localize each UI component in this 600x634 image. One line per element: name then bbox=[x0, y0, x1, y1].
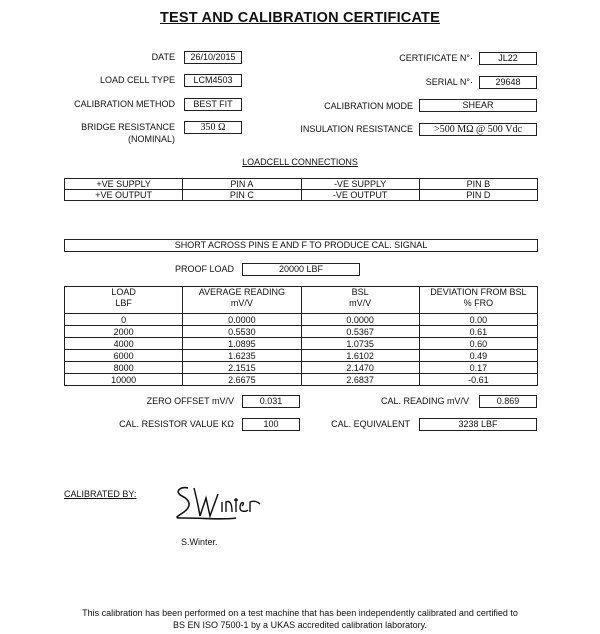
load-cell-type-label: LOAD CELL TYPE bbox=[99, 75, 175, 85]
short-note: SHORT ACROSS PINS E AND F TO PRODUCE CAL. SIGNAL bbox=[64, 239, 538, 252]
table-cell: 2.6837 bbox=[301, 374, 419, 386]
zero-offset-label: ZERO OFFSET mV/V bbox=[146, 396, 234, 406]
proof-load-value: 20000 LBF bbox=[242, 263, 360, 276]
table-row bbox=[65, 326, 538, 338]
header-line: AVERAGE READING bbox=[198, 287, 286, 297]
table-cell: 0.17 bbox=[419, 362, 537, 374]
table-cell: 10000 bbox=[65, 374, 183, 386]
connections-table bbox=[64, 178, 538, 201]
column-header-bsl bbox=[301, 287, 419, 314]
load-cell-type-value: LCM4503 bbox=[184, 74, 242, 87]
calibration-method-value: BEST FIT bbox=[184, 98, 242, 111]
connection-cell: PIN C bbox=[183, 190, 301, 201]
column-header-deviation bbox=[419, 287, 537, 314]
calibration-mode-value: SHEAR bbox=[419, 99, 537, 112]
table-cell: 0.61 bbox=[419, 326, 537, 338]
table-cell: 0.00 bbox=[419, 314, 537, 326]
signature-graphic bbox=[166, 480, 276, 526]
cal-resistor-label: CAL. RESISTOR VALUE KΩ bbox=[119, 419, 234, 429]
header-line: LBF bbox=[115, 298, 132, 308]
header-line: mV/V bbox=[230, 298, 253, 308]
table-cell: 1.6102 bbox=[301, 350, 419, 362]
proof-load-label: PROOF LOAD bbox=[174, 264, 234, 274]
table-cell: 2000 bbox=[65, 326, 183, 338]
table-row bbox=[65, 338, 538, 350]
serial-value: 29648 bbox=[479, 76, 537, 89]
table-cell: 0.5530 bbox=[183, 326, 301, 338]
zero-offset-value: 0.031 bbox=[242, 395, 300, 408]
bridge-resistance-note: (NOMINAL) bbox=[128, 134, 175, 144]
connection-cell: PIN A bbox=[183, 179, 301, 190]
bridge-resistance-value: 350 Ω bbox=[184, 121, 242, 134]
cal-equivalent-label: CAL. EQUIVALENT bbox=[331, 419, 410, 429]
certificate-label: CERTIFICATE N°· bbox=[399, 53, 473, 63]
column-header-average-reading bbox=[183, 287, 301, 314]
calibration-header-row bbox=[65, 287, 538, 314]
connection-cell: +VE OUTPUT bbox=[65, 190, 183, 201]
table-cell: 2.6675 bbox=[183, 374, 301, 386]
table-row bbox=[65, 314, 538, 326]
header-line: mV/V bbox=[349, 298, 372, 308]
connection-cell: PIN B bbox=[419, 179, 537, 190]
calibration-method-label: CALIBRATION METHOD bbox=[74, 99, 175, 109]
date-value: 26/10/2015 bbox=[184, 51, 242, 64]
connection-cell: +VE SUPPLY bbox=[65, 179, 183, 190]
header-line: LOAD bbox=[111, 287, 136, 297]
column-header-load bbox=[65, 287, 183, 314]
cal-reading-value: 0.869 bbox=[479, 395, 537, 408]
table-cell: 0.0000 bbox=[183, 314, 301, 326]
footer-line: This calibration has been performed on a test machine that has been independently calibrated and certified to bbox=[82, 608, 518, 618]
insulation-resistance-value: >500 MΩ @ 500 Vdc bbox=[419, 123, 537, 136]
table-cell: 6000 bbox=[65, 350, 183, 362]
certificate-title: TEST AND CALIBRATION CERTIFICATE bbox=[159, 10, 440, 26]
table-cell: 2.1515 bbox=[183, 362, 301, 374]
certificate-footer bbox=[0, 607, 600, 631]
table-row bbox=[65, 362, 538, 374]
header-line: DEVIATION FROM BSL bbox=[430, 287, 527, 297]
connections-row bbox=[65, 190, 538, 201]
connection-cell: -VE OUTPUT bbox=[301, 190, 419, 201]
connection-cell: PIN D bbox=[419, 190, 537, 201]
bridge-resistance-label: BRIDGE RESISTANCE bbox=[81, 122, 175, 132]
certificate-value: JL22 bbox=[479, 52, 537, 65]
connections-row bbox=[65, 179, 538, 190]
table-cell: 1.6235 bbox=[183, 350, 301, 362]
table-cell: 4000 bbox=[65, 338, 183, 350]
calibrated-by-label: CALIBRATED BY: bbox=[64, 489, 137, 499]
table-cell: 8000 bbox=[65, 362, 183, 374]
table-cell: 0.49 bbox=[419, 350, 537, 362]
table-cell: 1.0895 bbox=[183, 338, 301, 350]
table-row bbox=[65, 350, 538, 362]
signature bbox=[166, 480, 276, 526]
serial-label: SERIAL N°· bbox=[425, 77, 473, 87]
cal-equivalent-value: 3238 LBF bbox=[419, 418, 537, 431]
cal-resistor-value: 100 bbox=[242, 418, 300, 431]
cal-reading-label: CAL. READING mV/V bbox=[380, 396, 469, 406]
table-cell: 0.60 bbox=[419, 338, 537, 350]
connections-title: LOADCELL CONNECTIONS bbox=[242, 157, 358, 167]
table-row bbox=[65, 374, 538, 386]
calibration-mode-label: CALIBRATION MODE bbox=[324, 101, 413, 111]
date-label: DATE bbox=[151, 52, 175, 62]
footer-line: BS EN ISO 7500-1 by a UKAS accredited calibration laboratory. bbox=[173, 620, 427, 630]
calibration-table bbox=[64, 286, 538, 386]
connection-cell: -VE SUPPLY bbox=[301, 179, 419, 190]
calibrator-name: S.Winter. bbox=[181, 537, 218, 547]
table-cell: 2.1470 bbox=[301, 362, 419, 374]
header-line: % FRO bbox=[463, 298, 494, 308]
table-cell: 0.0000 bbox=[301, 314, 419, 326]
table-cell: 0 bbox=[65, 314, 183, 326]
header-line: BSL bbox=[351, 287, 369, 297]
table-cell: -0.61 bbox=[419, 374, 537, 386]
table-cell: 1.0735 bbox=[301, 338, 419, 350]
table-cell: 0.5367 bbox=[301, 326, 419, 338]
insulation-resistance-label: INSULATION RESISTANCE bbox=[300, 124, 413, 134]
